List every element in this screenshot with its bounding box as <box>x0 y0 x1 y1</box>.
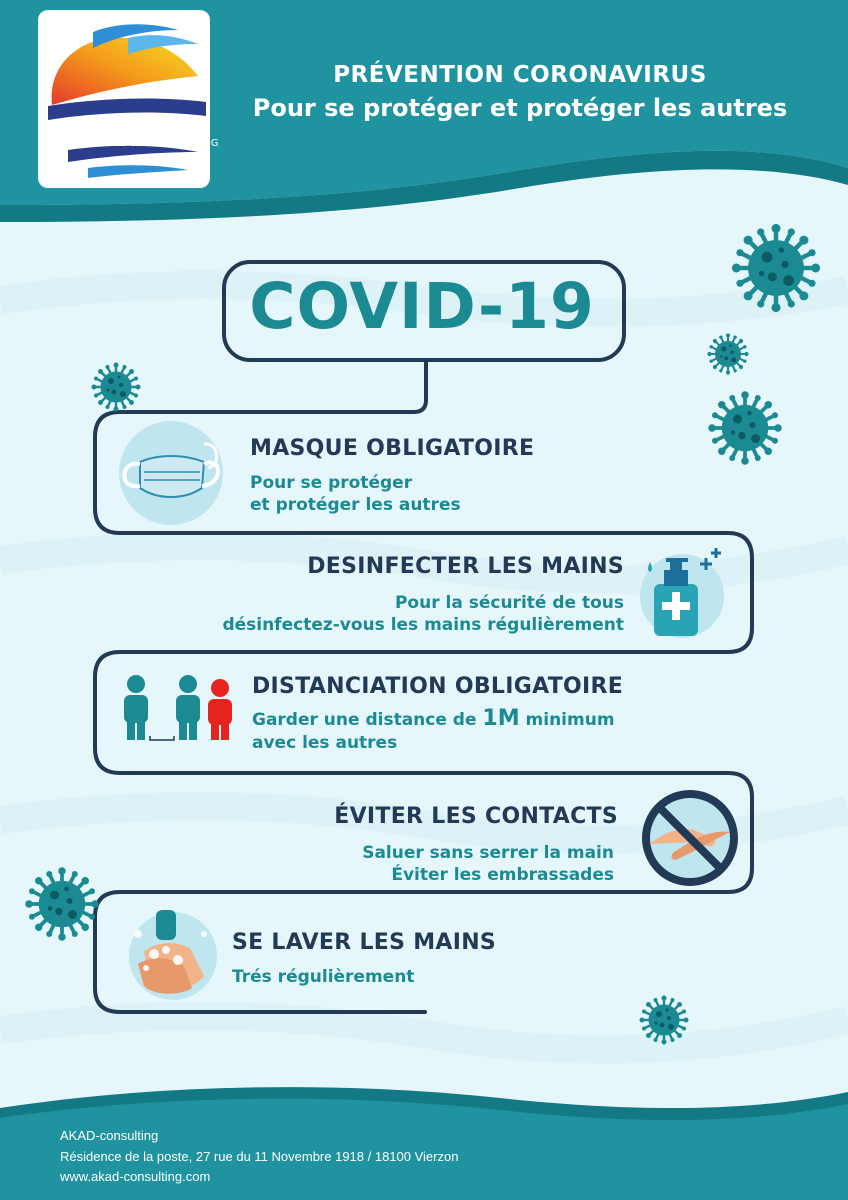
item-desc-contacts-line1: Saluer sans serrer la main <box>362 843 614 863</box>
virus-icon <box>25 867 99 941</box>
footer-address: Résidence de la poste, 27 rue du 11 Novembre 1918 / 18100 Vierzon <box>60 1149 459 1164</box>
virus-icon <box>708 391 782 465</box>
main-title: COVID-19 <box>249 270 595 343</box>
header-subtitle: Pour se protéger et protéger les autres <box>252 94 788 122</box>
distance-text-post: minimum <box>519 710 615 730</box>
item-desc-distanciation-line2: avec les autres <box>252 733 398 753</box>
hand-washing-icon <box>124 904 222 1002</box>
virus-icon <box>640 996 689 1045</box>
item-title-desinfecter: DESINFECTER LES MAINS <box>307 554 624 579</box>
logo-wordmark: AKAD CONSULTING <box>98 131 219 150</box>
footer-website[interactable]: www.akad-consulting.com <box>60 1169 211 1184</box>
no-handshake-icon <box>638 786 742 890</box>
sanitizer-bottle-icon <box>636 544 728 640</box>
virus-icon <box>707 333 748 374</box>
virus-icon <box>732 224 820 312</box>
footer-company: AKAD-consulting <box>60 1128 159 1143</box>
item-title-contacts: ÉVITER LES CONTACTS <box>334 804 618 829</box>
item-desc-desinfecter-line2: désinfectez-vous les mains régulièrement <box>222 615 624 635</box>
item-desc-desinfecter-line1: Pour la sécurité de tous <box>394 593 624 613</box>
item-title-masque: MASQUE OBLIGATOIRE <box>250 436 535 461</box>
distance-value: 1M <box>482 706 520 731</box>
face-mask-icon <box>118 420 224 526</box>
item-desc-distanciation-line1 <box>252 708 615 731</box>
item-desc-laver-line1: Trés régulièrement <box>232 967 415 987</box>
header-title: PRÉVENTION CORONAVIRUS <box>333 62 707 88</box>
social-distance-icon <box>120 672 236 744</box>
item-title-distanciation: DISTANCIATION OBLIGATOIRE <box>252 674 624 699</box>
item-desc-masque-line1: Pour se protéger <box>250 473 413 493</box>
item-title-laver: SE LAVER LES MAINS <box>232 930 497 955</box>
virus-icon <box>92 363 141 412</box>
item-desc-masque-line2: et protéger les autres <box>250 495 461 515</box>
distance-text-pre: Garder une distance de <box>252 710 483 730</box>
item-desc-contacts-line2: Éviter les embrassades <box>391 865 614 885</box>
